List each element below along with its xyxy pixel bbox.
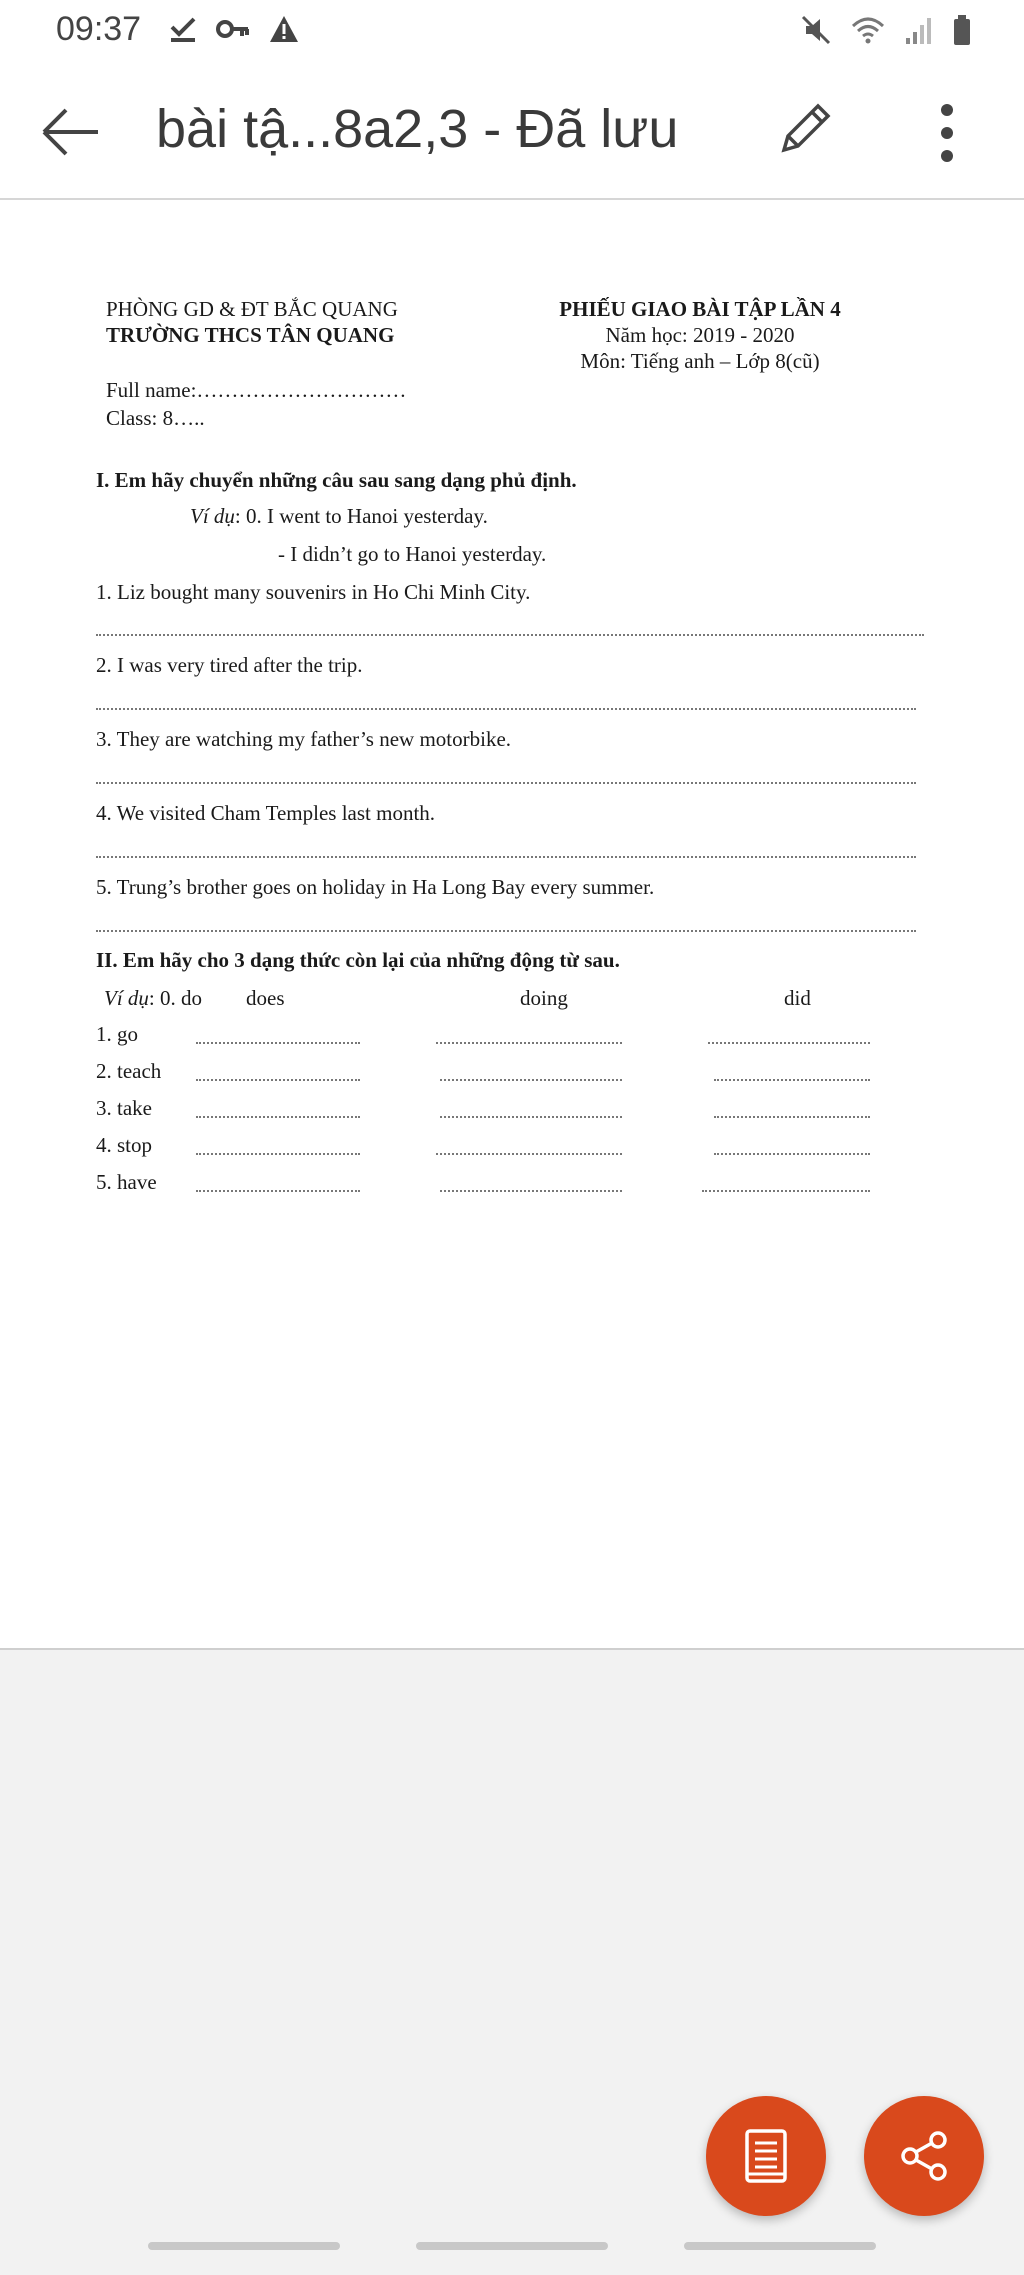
answer-blank	[714, 1116, 870, 1118]
document-title: bài tậ...8a2,3 - Đã lưu	[156, 99, 679, 159]
section2-title: II. Em hãy cho 3 dạng thức còn lại của những động từ sau.	[96, 948, 620, 972]
class-field: Class: 8…..	[106, 406, 205, 430]
worksheet-title: PHIẾU GIAO BÀI TẬP LẦN 4	[559, 297, 841, 321]
more-options-button[interactable]	[922, 98, 972, 168]
nav-handle[interactable]	[684, 2242, 876, 2250]
section2-example	[104, 986, 202, 1011]
section1-example-answer: - I didn’t go to Hanoi yesterday.	[278, 542, 547, 566]
sentence-item: 2. I was very tired after the trip.	[96, 653, 363, 677]
status-time: 09:37	[56, 10, 142, 48]
battery-icon	[952, 14, 972, 46]
share-button[interactable]	[864, 2096, 984, 2216]
share-icon	[896, 2128, 952, 2184]
verb-item: 5. have	[96, 1170, 157, 1194]
answer-blank	[714, 1153, 870, 1155]
subject-line: Môn: Tiếng anh – Lớp 8(cũ)	[580, 349, 820, 373]
download-check-icon	[168, 14, 198, 44]
key-icon	[216, 14, 250, 44]
section1-example	[190, 504, 488, 529]
more-vertical-icon	[922, 98, 972, 168]
answer-line	[96, 708, 916, 710]
school-name: TRƯỜNG THCS TÂN QUANG	[106, 323, 395, 347]
mute-icon	[800, 14, 832, 46]
sentence-item: 1. Liz bought many souvenirs in Ho Chi Minh City.	[96, 580, 531, 604]
student-info	[106, 376, 406, 432]
answer-blank	[196, 1153, 360, 1155]
edit-button[interactable]	[770, 94, 840, 164]
back-button[interactable]	[36, 102, 106, 162]
answer-blank	[196, 1116, 360, 1118]
example-form-s: does	[246, 986, 285, 1010]
answer-blank	[440, 1116, 622, 1118]
nav-handle[interactable]	[416, 2242, 608, 2250]
answer-blank	[196, 1079, 360, 1081]
answer-blank	[440, 1190, 622, 1192]
example-label: Ví dụ	[104, 986, 149, 1010]
wifi-icon	[850, 14, 886, 46]
sentence-item: 5. Trung’s brother goes on holiday in Ha Long Bay every summer.	[96, 875, 655, 899]
department-name: PHÒNG GD & ĐT BẮC QUANG	[106, 297, 398, 321]
answer-blank	[702, 1190, 870, 1192]
sentence-item: 4. We visited Cham Temples last month.	[96, 801, 436, 825]
header-left	[106, 296, 398, 348]
answer-blank	[708, 1042, 870, 1044]
answer-blank	[436, 1042, 622, 1044]
verb-item: 4. stop	[96, 1133, 153, 1157]
warning-icon	[268, 14, 300, 44]
example-label: Ví dụ	[190, 504, 235, 528]
example-text: : 0. I went to Hanoi yesterday.	[234, 504, 488, 528]
answer-line	[96, 930, 916, 932]
verb-item: 3. take	[96, 1096, 152, 1120]
pencil-icon	[770, 94, 840, 164]
nav-handle[interactable]	[148, 2242, 340, 2250]
header-right	[520, 296, 880, 374]
arrow-left-icon	[36, 102, 106, 162]
sentence-item: 3. They are watching my father’s new motorbike.	[96, 727, 512, 751]
answer-blank	[714, 1079, 870, 1081]
answer-line	[96, 856, 916, 858]
answer-blank	[440, 1079, 622, 1081]
answer-blank	[196, 1042, 360, 1044]
document-page	[0, 200, 1024, 1650]
section1-title: I. Em hãy chuyển những câu sau sang dạng phủ định.	[96, 468, 577, 492]
answer-blank	[436, 1153, 622, 1155]
full-name-field: Full name:…………………………	[106, 378, 407, 402]
example-form-past: did	[784, 986, 811, 1010]
verb-item: 1. go	[96, 1022, 138, 1046]
status-notifications	[168, 14, 300, 44]
answer-line	[96, 634, 924, 636]
app-bar	[0, 64, 1024, 200]
status-bar	[0, 0, 1024, 64]
school-year: Năm học: 2019 - 2020	[605, 323, 795, 347]
reading-mode-icon	[743, 2128, 789, 2184]
answer-blank	[196, 1190, 360, 1192]
verb-item: 2. teach	[96, 1059, 162, 1083]
example-form-ing: doing	[520, 986, 568, 1010]
reading-mode-button[interactable]	[706, 2096, 826, 2216]
navigation-bar	[0, 2232, 1024, 2275]
example-text: : 0. do	[148, 986, 203, 1010]
signal-icon	[904, 14, 934, 46]
answer-line	[96, 782, 916, 784]
status-system-icons	[800, 14, 972, 46]
